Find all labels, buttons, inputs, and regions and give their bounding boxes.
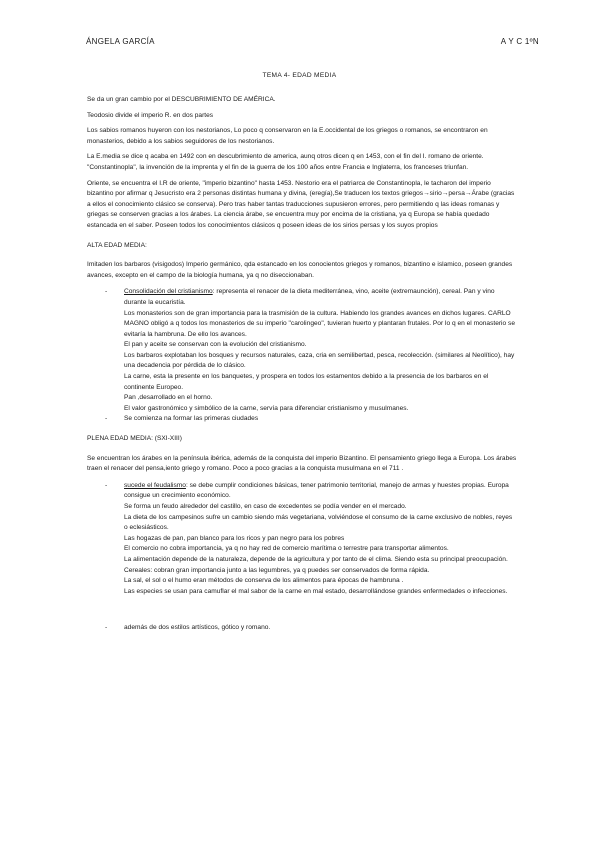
intro-paragraph: Se da un gran cambio por el DESCUBRIMIENTO DE AMÉRICA. [87, 96, 276, 103]
list-item [87, 414, 517, 425]
alta-paragraph: Imitaden los barbaros (visigodos) Imperio germánico, qda estancado en los conocientos griegos y romanos, bizantino e islamico, poseen grandes avances, excepto en el campo de la biología humana, ya q no diseccionaban. [87, 261, 513, 279]
bullet-line: Los monasterios son de gran importancia para la trasmisión de la cultura. Habiendo los grandes avances en dichos lugares. CARLO MAGNO obligó a q todos los monasterios de su imperio "carolingeo", tuvieran huerto y plantaran frutales. Por lo q en el monasterio se evitaría la hambruna. De ello los avances. [124, 309, 515, 338]
bullet-lead: además de dos estilos artísticos, gótico y romano. [124, 624, 271, 632]
bullet-dash: - [105, 415, 108, 423]
bullet-line: El valor gastronómico y simbólico de la carne, servía para diferenciar cristianismo y musulmanes. [124, 404, 409, 412]
final-bullet-list [87, 623, 517, 634]
list-item [87, 481, 517, 598]
section-heading-plena: PLENA EDAD MEDIA: (SXI-XIII) [87, 435, 182, 443]
document-body [87, 95, 517, 640]
page-title: TEMA 4- EDAD MEDIA [262, 72, 337, 79]
bullet-lead: : se debe cumplir condiciones básicas, tener patrimonio territorial, manejo de armas y huestes propias. Europa consigue un crecimiento económico. [124, 481, 509, 500]
bullet-line: El comercio no cobra importancia, ya q no hay red de comercio marítima o terrestre para transportar alimentos. [124, 545, 449, 553]
bullet-dash: - [105, 481, 108, 489]
course-label: A Y C 1ºN [500, 37, 539, 46]
bullet-lead: : representa el renacer de la dieta mediterránea, vino, aceite (extremaunción), cereal. Pan y vino durante la eucaristía. [124, 288, 495, 306]
section-heading-alta: ALTA EDAD MEDIA: [87, 241, 147, 249]
bullet-line: Las hogazas de pan, pan blanco para los ricos y pan negro para los pobres [124, 534, 345, 542]
bullet-title: Consolidación del cristianismo [124, 288, 213, 296]
list-item [87, 287, 517, 414]
bullet-line: La sal, el sol o el humo eran métodos de conserva de los alimentos para épocas de hambruna . [124, 577, 404, 585]
bullet-lead: Se comienza na formar las primeras ciudades [124, 415, 259, 423]
bullet-line: La dieta de los campesinos sufre un cambio siendo más vegetariana, volviéndose el consumo de la carne exclusivo de nobles, reyes o eclesiásticos. [124, 513, 513, 532]
intro-paragraph: Oriente, se encuentra el I.R de oriente, "imperio bizantino" hasta 1453. Nestorio era el patriarca de Constantinopla, le tacharon del imperio bizantino por afirmar q Jesucristo era 2 personas distintas humana y divina, (eregía),Se traducen los textos griegos→sirio→persa→Árabe (gracias a ellos el conocimiento clásico se conserva). Pero tras haber tantas traducciones supusieron errores, pero permitiendo q las ideas romanas y griegas se conserven gracias a los árabes. La ciencia árabe, se encuentra muy por encima de la cristiana, ya q Europa se había quedado estancada en el saber. Poseen todos los conocimientos clásicos q poseen ideas de los sirios persas y los suyos propios [87, 179, 515, 229]
bullet-line: Los barbaros explotaban los bosques y recursos naturales, caza, cria en semilibertad, pesca, recolección. (similares al Neolítico), hay una decadencia por pérdida de lo clásico. [124, 351, 515, 370]
bullet-dash: - [105, 624, 108, 632]
bullet-line: Se forma un feudo alrededor del castillo, en caso de excedentes se podía vender en el mercado. [124, 503, 407, 510]
bullet-line: Pan ,desarrollado en el horno. [124, 394, 213, 402]
bullet-line: La alimentación depende de la naturaleza, depende de la agricultura y por tanto de el clima. Siendo esta su principal preocupación. [124, 555, 508, 563]
bullet-title: sucede el feudalismo [124, 481, 186, 489]
bullet-line: La carne, esta la presente en los banquetes, y prospera en todos los estamentos debido a la presencia de los barbaros en el continente Europeo. [124, 373, 489, 391]
intro-paragraph: Teodosio divide el imperio R. en dos partes [87, 111, 214, 119]
plena-bullet-list [87, 481, 517, 598]
bullet-line: Cereales: cobran gran importancia junto a las legumbres, ya q puedes ser conservados de forma rápida. [124, 566, 430, 574]
alta-bullet-list [87, 287, 517, 425]
bullet-dash: - [105, 288, 108, 296]
bullet-line: El pan y aceite se conservan con la evolución del cristianismo. [124, 341, 307, 349]
intro-paragraph: Los sabios romanos huyeron con los nestorianos, Lo poco q conservaron en la E.occidental de los griegos o romanos, se encontraron en monasterios, debido a los sabios seguidores de los nestorianos. [87, 127, 488, 145]
intro-paragraph: La E.media se dice q acaba en 1492 con en descubrimiento de america, aunq otros dicen q en 1453, con el fin del I. romano de oriente. "Constantinopla", la invención de la imprenta y el fin de la guerra de los 100 años entre Francia e Inglaterra, los franceses triunfan. [87, 153, 484, 171]
plena-paragraph: Se encuentran los árabes en la península ibérica, además de la conquista del imperio Bizantino. El pensamiento griego llega a Europa. Los árabes traen el renacer del pensa,iento griego y romano. Poco a poco gracias a la conquista musulmana en el 711 . [87, 454, 517, 473]
bullet-line: Las especies se usan para camuflar el mal sabor de la carne en mal estado, desarrollándose grandes enfermedades o infecciones. [124, 587, 508, 595]
author-name: ÁNGELA GARCÍA [86, 37, 155, 46]
list-item [87, 623, 517, 634]
